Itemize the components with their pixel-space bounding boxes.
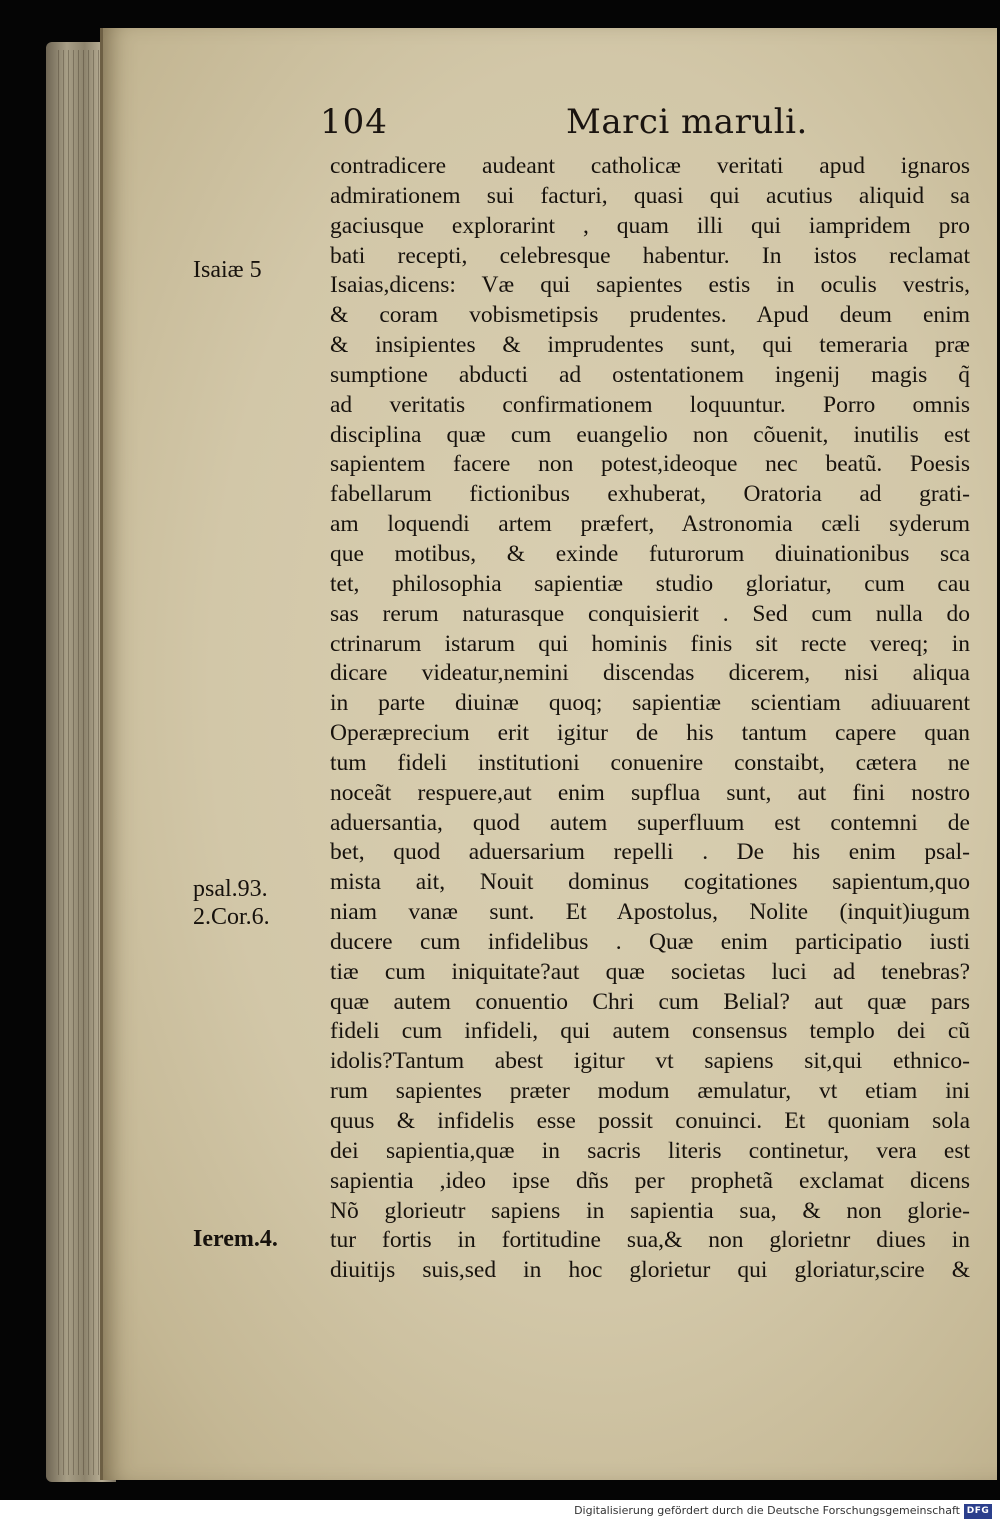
text-line: sapientia ,ideo ipse dñs per prophetã exclamat dicens [330,1167,970,1194]
margin-note-cor: 2.Cor.6. [193,904,270,930]
text-line: niam vanæ sunt. Et Apostolus, Nolite (inquit)iugum [330,899,970,926]
text-line: que motibus, & exinde futurorum diuinationibus sca [330,540,970,567]
text-line: tet, philosophia sapientiæ studio gloriatur, cum cau [330,570,970,597]
text-line: ad veritatis confirmationem loquuntur. Porro omnis [330,391,970,418]
text-line: tiæ cum iniquitate?aut quæ societas luci ad tenebras? [330,958,970,985]
text-line: bati recepti, celebresque habentur. In istos reclamat [330,242,970,269]
text-line: am loquendi artem præfert, Astronomia cæli syderum [330,511,970,538]
body-text [330,152,970,1286]
text-line: gaciusque explorarint , quam illi qui iampridem pro [330,212,970,239]
margin-note-isaiae: Isaiæ 5 [193,257,262,283]
text-line: tum fideli institutioni conuenire constaibt, cætera ne [330,749,970,776]
text-line: noceãt respuere,aut enim supflua sunt, aut fini nostro [330,779,970,806]
text-line: diuitijs suis,sed in hoc glorietur qui gloriatur,scire & [330,1257,970,1284]
dfg-logo: DFG [964,1504,992,1519]
text-line: sapientem facere non potest,ideoque nec beatũ. Poesis [330,451,970,478]
text-line: ducere cum infidelibus . Quæ enim participatio iusti [330,928,970,955]
text-line: & insipientes & imprudentes sunt, qui temeraria præ [330,332,970,359]
running-title: Marci maruli. [566,102,808,142]
text-line: dei sapientia,quæ in sacris literis continetur, vera est [330,1137,970,1164]
margin-note-ierem: Ierem.4. [193,1226,278,1252]
text-line: disciplina quæ cum euangelio non cõuenit, inutilis est [330,421,970,448]
text-line: quus & infidelis esse possit conuinci. Et quoniam sola [330,1108,970,1134]
funding-credit: Digitalisierung gefördert durch die Deutsche Forschungsgemeinschaft [574,1504,960,1517]
text-line: admirationem sui facturi, quasi qui acutius aliquid sa [330,182,970,209]
text-line: Nõ glorieutr sapiens in sapientia sua, & non glorie- [330,1197,970,1224]
text-line: fabellarum fictionibus exhuberat, Oratoria ad grati- [330,481,970,508]
text-line: sumptione abducti ad ostentationem ingenij magis q̃ [330,361,970,388]
text-line: aduersantia, quod autem superfluum est contemni de [330,809,970,836]
text-line: bet, quod aduersarium repelli . De his enim psal- [330,839,970,866]
text-line: idolis?Tantum abest igitur vt sapiens sit,qui ethnico- [330,1048,970,1075]
text-line: & coram vobismetipsis prudentes. Apud deum enim [330,302,970,329]
page-number: 104 [320,102,388,142]
text-line: tur fortis in fortitudine sua,& non glorietnr diues in [330,1227,970,1254]
text-line: fideli cum infideli, qui autem consensus templo dei cũ [330,1018,970,1045]
text-line: rum sapientes præter modum æmulatur, vt etiam ini [330,1078,970,1105]
text-line: quæ autem conuentio Chri cum Belial? aut quæ pars [330,988,970,1015]
text-line: sas rerum naturasque conquisierit . Sed cum nulla do [330,600,970,627]
text-line: ctrinarum istarum qui hominis finis sit recte vereq; in [330,630,970,657]
text-line: dicare videatur,nemini discendas dicerem, nisi aliqua [330,660,970,687]
text-line: in parte diuinæ quoq; sapientiæ scientiam adiuuarent [330,690,970,717]
text-line: Isaias,dicens: Væ qui sapientes estis in oculis vestris, [330,272,970,299]
text-line: mista ait, Nouit dominus cogitationes sapientum,quo [330,869,970,896]
text-line: contradicere audeant catholicæ veritati apud ignaros [330,153,970,179]
margin-note-psal: psal.93. [193,876,268,902]
text-line: Operæprecium erit igitur de his tantum capere quan [330,720,970,747]
footer-bar [0,1500,1000,1524]
